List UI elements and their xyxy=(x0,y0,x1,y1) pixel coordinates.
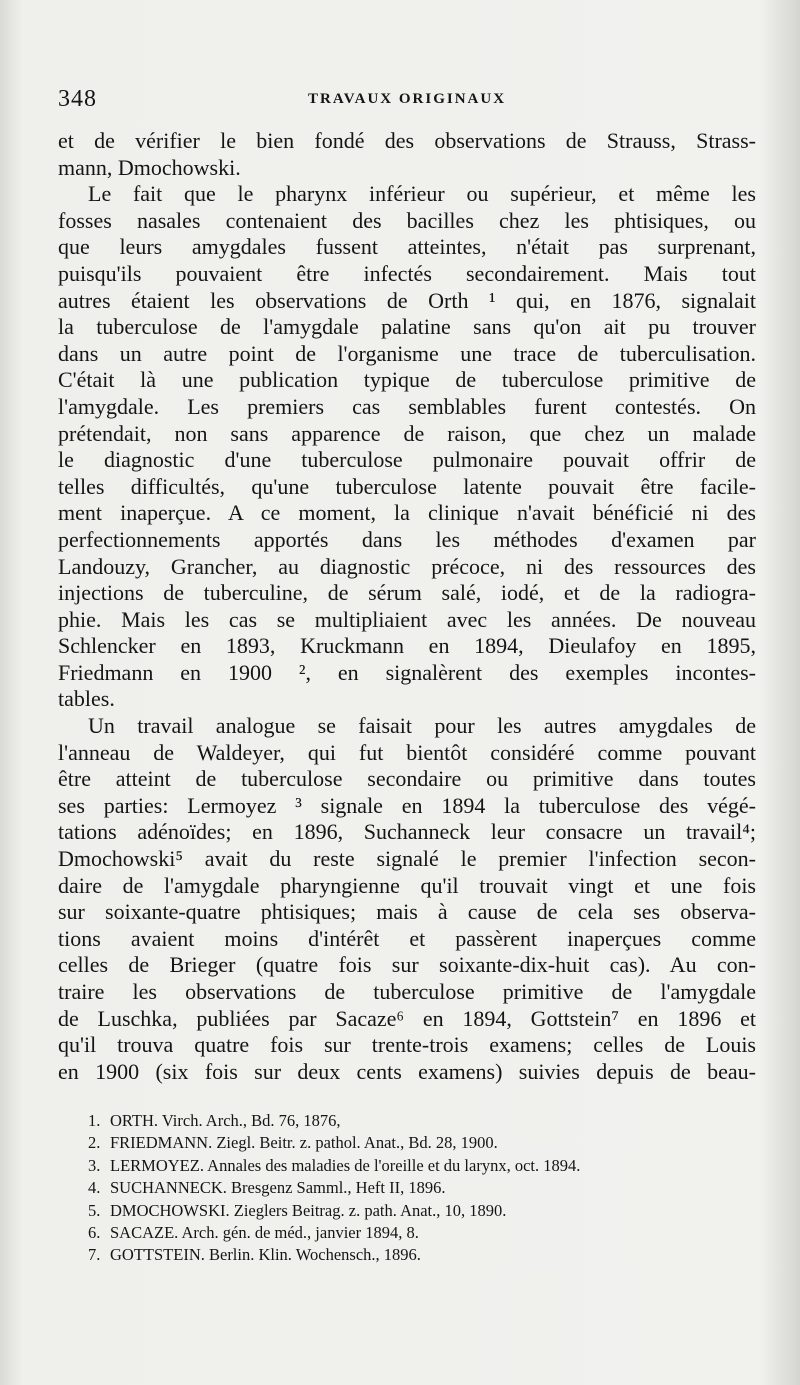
footnote xyxy=(88,1155,738,1177)
footnote-text: GOTTSTEIN. Berlin. Klin. Wochensch., 1896. xyxy=(110,1245,421,1265)
footnote-number: 5. xyxy=(88,1200,101,1220)
text-line: ment inaperçue. A ce moment, la clinique n'avait bénéficié ni des xyxy=(58,500,756,526)
text-line: tions avaient moins d'intérêt et passèrent inaperçues comme xyxy=(58,925,756,951)
text-line: Dmochowski⁵ avait du reste signalé le premier l'infection secon- xyxy=(58,846,756,872)
text-line: dans un autre point de l'organisme une trace de tuberculisation. xyxy=(58,340,756,366)
text-line: daire de l'amygdale pharyngienne qu'il trouvait vingt et une fois xyxy=(58,872,756,898)
text-line: que leurs amygdales fussent atteintes, n'était pas surprenant, xyxy=(58,234,756,260)
footnote xyxy=(88,1244,738,1266)
text-line: mann, Dmochowski. xyxy=(58,154,241,180)
footnote-text: SUCHANNECK. Bresgenz Samml., Heft II, 1896. xyxy=(110,1178,446,1198)
footnote-text: LERMOYEZ. Annales des maladies de l'oreille et du larynx, oct. 1894. xyxy=(110,1155,581,1175)
text-line: telles difficultés, qu'une tuberculose latente pouvait être facile- xyxy=(58,473,756,499)
footnote-text: SACAZE. Arch. gén. de méd., janvier 1894, 8. xyxy=(110,1222,419,1242)
text-line: perfectionnements apportés dans les méthodes d'examen par xyxy=(58,526,756,552)
footnote xyxy=(88,1222,738,1244)
footnote xyxy=(88,1200,738,1222)
text-line: fosses nasales contenaient des bacilles chez les phtisiques, ou xyxy=(58,207,756,233)
footnote xyxy=(88,1132,738,1154)
text-line: en 1900 (six fois sur deux cents examens) suivies depuis de beau- xyxy=(58,1058,756,1084)
text-line: C'était là une publication typique de tuberculose primitive de xyxy=(58,367,756,393)
text-line: tations adénoïdes; en 1896, Suchanneck leur consacre un travail⁴; xyxy=(58,819,756,845)
text-line: phie. Mais les cas se multipliaient avec les années. De nouveau xyxy=(58,606,756,632)
page-header xyxy=(58,86,758,116)
text-line: de Luschka, publiées par Sacaze⁶ en 1894, Gottstein⁷ en 1896 et xyxy=(58,1005,756,1031)
footnote-number: 7. xyxy=(88,1245,101,1265)
text-line: Schlencker en 1893, Kruckmann en 1894, Dieulafoy en 1895, xyxy=(58,633,756,659)
text-line: et de vérifier le bien fondé des observations de Strauss, Strass- xyxy=(58,128,756,153)
text-line: Le fait que le pharynx inférieur ou supérieur, et même les xyxy=(88,181,756,207)
text-line: Friedmann en 1900 ², en signalèrent des exemples incontes- xyxy=(58,659,756,685)
text-line: autres étaient les observations de Orth ¹ qui, en 1876, signalait xyxy=(58,287,756,313)
footnote xyxy=(88,1177,738,1199)
footnote-number: 3. xyxy=(88,1155,101,1175)
text-line: ses parties: Lermoyez ³ signale en 1894 la tuberculose des végé- xyxy=(58,792,756,818)
text-line: l'anneau de Waldeyer, qui fut bientôt considéré comme pouvant xyxy=(58,739,756,765)
text-line: tables. xyxy=(58,686,115,712)
footnote-text: FRIEDMANN. Ziegl. Beitr. z. pathol. Anat., Bd. 28, 1900. xyxy=(110,1133,498,1153)
text-line: celles de Brieger (quatre fois sur soixante-dix-huit cas). Au con- xyxy=(58,952,756,978)
text-line: prétendait, non sans apparence de raison, que chez un malade xyxy=(58,420,756,446)
text-line: traire les observations de tuberculose primitive de l'amygdale xyxy=(58,979,756,1004)
text-line: être atteint de tuberculose secondaire ou primitive dans toutes xyxy=(58,766,756,792)
running-head: TRAVAUX ORIGINAUX xyxy=(308,91,507,107)
footnote-number: 1. xyxy=(88,1111,101,1130)
text-line: Un travail analogue se faisait pour les autres amygdales de xyxy=(88,713,756,739)
text-line: le diagnostic d'une tuberculose pulmonaire pouvait offrir de xyxy=(58,447,756,473)
text-line: sur soixante-quatre phtisiques; mais à cause de cela ses observa- xyxy=(58,899,756,925)
footnote-number: 4. xyxy=(88,1178,101,1198)
footnote-text: DMOCHOWSKI. Zieglers Beitrag. z. path. Anat., 10, 1890. xyxy=(110,1200,507,1220)
text-line: Landouzy, Grancher, au diagnostic précoce, ni des ressources des xyxy=(58,553,756,579)
page-number: 348 xyxy=(58,86,97,112)
body-text xyxy=(58,128,756,1085)
text-line: la tuberculose de l'amygdale palatine sans qu'on ait pu trouver xyxy=(58,314,756,340)
footnotes xyxy=(88,1110,738,1267)
footnote-text: ORTH. Virch. Arch., Bd. 76, 1876, xyxy=(110,1111,341,1130)
footnote-number: 2. xyxy=(88,1133,101,1153)
footnote xyxy=(88,1110,738,1132)
footnote-number: 6. xyxy=(88,1222,101,1242)
text-line: l'amygdale. Les premiers cas semblables furent contestés. On xyxy=(58,393,756,419)
text-line: puisqu'ils pouvaient être infectés secondairement. Mais tout xyxy=(58,260,756,286)
text-line: qu'il trouva quatre fois sur trente-trois examens; celles de Louis xyxy=(58,1032,756,1058)
text-line: injections de tuberculine, de sérum salé, iodé, et de la radiogra- xyxy=(58,580,756,606)
